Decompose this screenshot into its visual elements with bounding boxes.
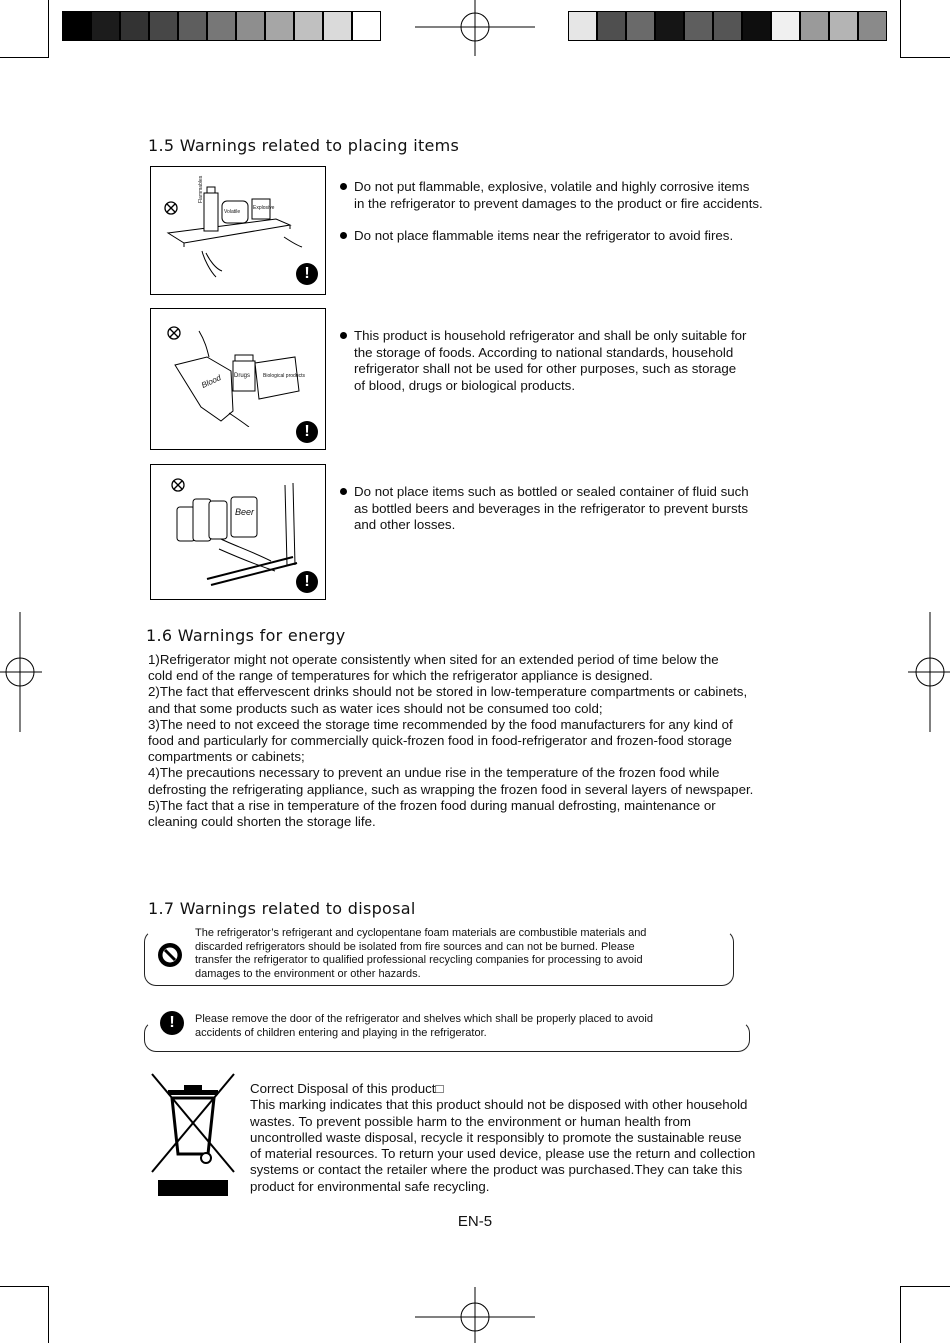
color-swatch [771,11,800,41]
crop-mark [900,0,901,57]
crop-mark [900,1286,950,1287]
alert-icon: ! [296,571,318,593]
disposal-callout-fire: The refrigerator’s refrigerant and cyclopentane foam materials are combustible materials and discarded refrigerators should be isolated from fire sources and can not be burned. Please transfer the refrigerator to qualified professional recycling companies for processing to avoid damages to the environment or other hazards. [195,927,647,980]
color-swatch [742,11,771,41]
color-swatch [597,11,626,41]
registration-mark-icon [415,1287,535,1343]
shelf-with-bottles-illustration [166,181,306,281]
blood-label: Blood [200,373,223,390]
bottle-label: Flammables [198,175,204,203]
disposal-callout-children: Please remove the door of the refrigerator and shelves which shall be properly placed to avoid accidents of children entering and playing in the refrigerator. [195,1013,653,1039]
crop-mark [0,57,49,58]
weee-disposal-text: Correct Disposal of this product□ This marking indicates that this product should not be disposed with other household wastes. To prevent possible harm to the environment or human health from uncontrolled waste disposal, recycle it responsibly to promote the sustainable reuse of material resources. To return your used device, please use the return and collection systems or contact the retailer where the product was purchased.They can take this product for environmental safe recycling. [250,1081,756,1194]
color-swatch [294,11,323,41]
color-swatch [800,11,829,41]
color-swatch [236,11,265,41]
color-swatch [178,11,207,41]
color-swatch [713,11,742,41]
color-swatch [655,11,684,41]
crossed-bin-icon [150,1072,236,1198]
alert-icon: ! [296,421,318,443]
crop-mark [900,57,950,58]
color-swatch [207,11,236,41]
placing-bullets-3 [340,484,810,550]
color-swatch [626,11,655,41]
section-heading-disposal: 1.7 Warnings related to disposal [148,899,416,918]
color-swatch [120,11,149,41]
illustration-flammables [150,166,326,295]
color-swatch [62,11,91,41]
color-swatch [265,11,294,41]
crop-mark [48,1286,49,1343]
section-heading-energy: 1.6 Warnings for energy [146,626,346,645]
drugs-label: Drugs [234,373,251,379]
bullet-text: Do not place flammable items near the refrigerator to avoid fires. [340,228,810,245]
registration-mark-icon [0,612,42,732]
alert-icon: ! [160,1011,184,1035]
bio-label: Biological products [263,373,305,379]
crop-mark [48,0,49,57]
jar-label: Volatile [224,209,241,215]
color-swatch [829,11,858,41]
placing-bullets-2 [340,328,810,410]
color-swatch [568,11,597,41]
color-swatch [684,11,713,41]
crop-mark [0,1286,49,1287]
page-number: EN-5 [457,1213,493,1230]
color-swatch [323,11,352,41]
illustration-blood-drugs [150,308,326,450]
no-entry-icon [157,942,183,968]
placing-bullets-1 [340,179,810,261]
beer-label: Beer [235,507,255,517]
energy-warnings-text: 1)Refrigerator might not operate consistently when sited for an extended period of time below the cold end of the range of temperatures for which the refrigerator appliance is designed. 2)The fact that effervescent drinks should not be stored in low-temperature compartments or cabinets, and that some products such as water ices should not be consumed too cold; 3)The need to not exceed the storage time recommended by the food manufacturers for any kind of food and particularly for commercially quick-frozen food in food-refrigerator and frozen-food storage compartments or cabinets; 4)The precautions necessary to prevent an undue rise in the temperature of the frozen food while defrosting the refrigerating appliance, such as wrapping the frozen food in several layers of newspaper. 5)The fact that a rise in temperature of the frozen food during manual defrosting, maintenance or cleaning could shorten the storage life. [148,652,754,830]
section-heading-placing: 1.5 Warnings related to placing items [148,136,460,155]
color-swatch [858,11,887,41]
color-swatch [91,11,120,41]
beer-cans-illustration [171,481,311,589]
color-swatch [352,11,381,41]
crop-mark [900,1286,901,1343]
bullet-text: Do not place items such as bottled or sealed container of fluid such as bottled beers and beverages in the refrigerator to prevent bursts and other losses. [340,484,810,534]
alert-icon: ! [296,263,318,285]
box-label: Explosive [253,205,275,211]
color-swatch [149,11,178,41]
registration-mark-icon [908,612,950,732]
registration-mark-icon [415,0,535,56]
bullet-text: Do not put flammable, explosive, volatile and highly corrosive items in the refrigerator to prevent damages to the product or fire accidents. [340,179,810,212]
illustration-bottled-beer [150,464,326,600]
bullet-text: This product is household refrigerator and shall be only suitable for the storage of foods. According to national standards, household refrigerator shall not be used for other purposes, such as storage of blood, drugs or biological products. [340,328,810,394]
